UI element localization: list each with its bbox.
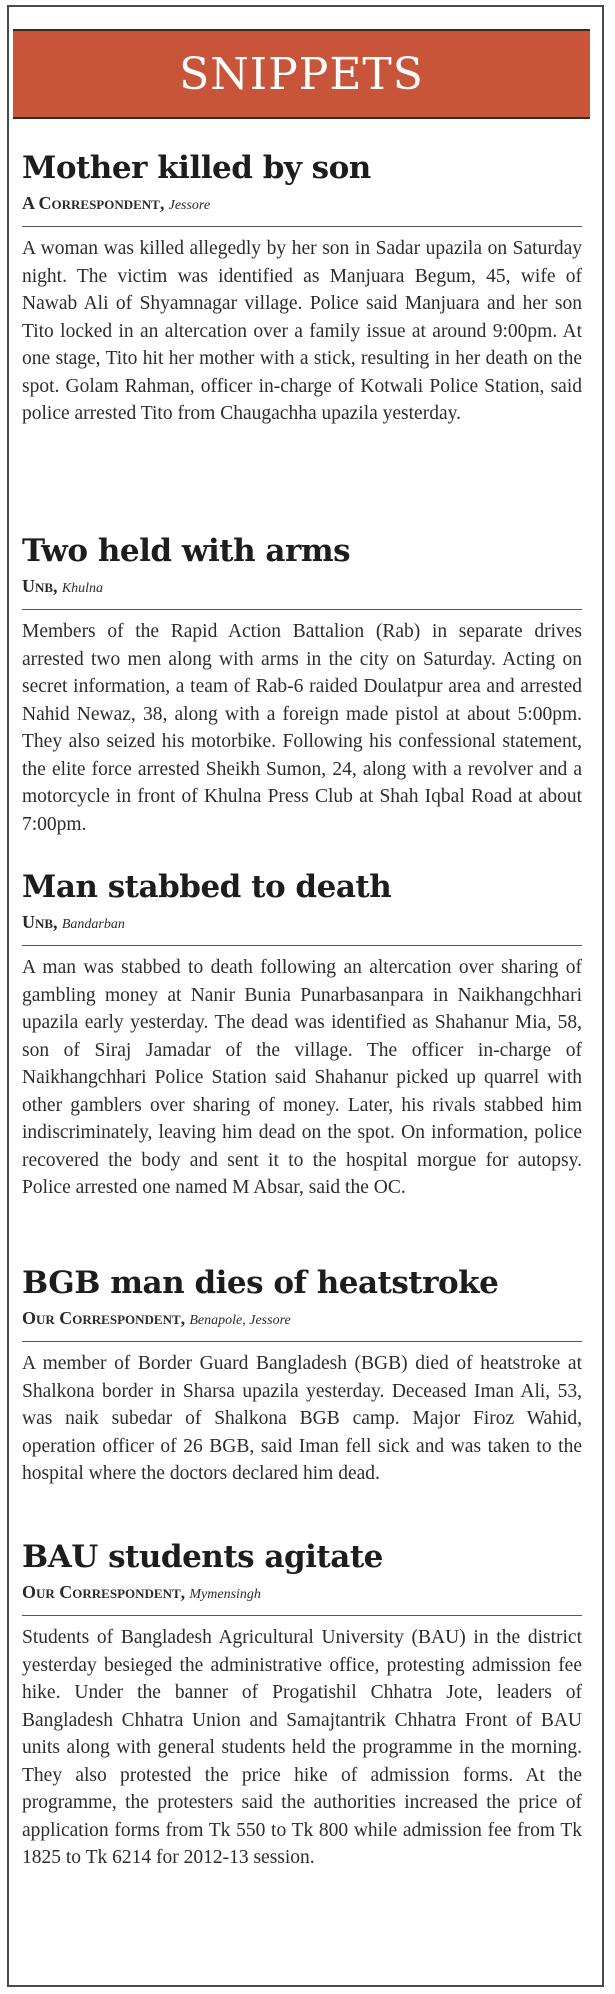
byline-place: Bandarban	[61, 917, 125, 932]
story-body: A man was stabbed to death following an altercation over sharing of gambling money at Nanir Bunia Punarbasanpara in Naikhangchhari upazila early yesterday. The dead was identified as Shahanur Mia, 58, son of Siraj Jamadar of the village. The officer in-charge of Naikhangchhari Police Station said Shahanur picked up quarrel with other gamblers over sharing of money. Later, his rivals stabbed him indiscriminately, leaving him dead on the spot. On information, police recovered the body and sent it to the hospital morgue for autopsy. Police arrested one named M Absar, said the OC.	[22, 957, 582, 1198]
divider	[22, 226, 582, 227]
story-headline: Man stabbed to death	[22, 869, 392, 905]
divider	[22, 1341, 582, 1342]
story-bgb-heatstroke	[22, 1265, 582, 1488]
story-mother-killed	[22, 150, 582, 428]
byline-source: Our Correspondent,	[22, 1308, 186, 1328]
story-body: A woman was killed allegedly by her son in Sadar upazila on Saturday night. The victim was identified as Manjuara Begum, 45, wife of Nawab Ali of Shyamnagar village. Police said Manjuara and her son Tito locked in an altercation over a family issue at around 9:00pm. At one stage, Tito hit her mother with a stick, resulting in her death on the spot. Golam Rahman, officer in-charge of Kotwali Police Station, said police arrested Tito from Chaugachha upazila yesterday.	[22, 238, 582, 424]
story-headline: Mother killed by son	[22, 150, 371, 186]
story-man-stabbed	[22, 869, 582, 1202]
story-two-held	[22, 533, 582, 838]
byline-place: Benapole, Jessore	[189, 1313, 291, 1328]
story-bau-students	[22, 1539, 582, 1872]
story-headline: BGB man dies of heatstroke	[22, 1265, 499, 1301]
divider	[22, 1615, 582, 1616]
byline-source: Unb,	[22, 576, 58, 596]
divider	[22, 609, 582, 610]
story-headline: Two held with arms	[22, 533, 351, 569]
story-body: A member of Border Guard Bangladesh (BGB) died of heatstroke at Shalkona border in Sharsa upazila yesterday. Deceased Iman Ali, 53, was naik subedar of Shalkona BGB camp. Major Firoz Wahid, operation officer of 26 BGB, said Iman fell sick and was taken to the hospital where the doctors declared him dead.	[22, 1353, 582, 1484]
byline-place: Khulna	[61, 581, 104, 596]
story-byline	[22, 1307, 582, 1332]
byline-source: Unb,	[22, 912, 58, 932]
byline-place: Jessore	[168, 198, 211, 213]
section-banner	[13, 29, 590, 119]
story-byline	[22, 911, 582, 936]
story-byline	[22, 575, 582, 600]
story-body: Members of the Rapid Action Battalion (Rab) in separate drives arrested two men along with arms in the city on Saturday. Acting on secret information, a team of Rab-6 raided Doulatpur area and arrested Nahid Newaz, 38, along with a foreign made pistol at about 5:00pm. They also seized his motorbike. Following his confessional statement, the elite force arrested Sheikh Sumon, 24, along with a revolver and a motorcycle in front of Khulna Press Club at Shah Iqbal Road at about 7:00pm.	[22, 621, 582, 835]
byline-source: A Correspondent,	[22, 193, 165, 213]
story-byline	[22, 1581, 582, 1606]
divider	[22, 945, 582, 946]
byline-place: Mymensingh	[189, 1587, 261, 1602]
story-byline	[22, 192, 582, 217]
story-body: Students of Bangladesh Agricultural University (BAU) in the district yesterday besieged the administrative office, protesting admission fee hike. Under the banner of Progatishil Chhatra Jote, leaders of Bangladesh Chhatra Union and Samajtantrik Chhatra Front of BAU units along with general students held the programme in the morning. They also protested the price hike of admission forms. At the programme, the protesters said the authorities increased the price of application forms from Tk 550 to Tk 800 while admission fee from Tk 1825 to Tk 6214 for 2012-13 session.	[22, 1627, 582, 1868]
byline-source: Our Correspondent,	[22, 1582, 186, 1602]
story-headline: BAU students agitate	[22, 1539, 383, 1575]
section-title: SNIPPETS	[179, 48, 424, 100]
